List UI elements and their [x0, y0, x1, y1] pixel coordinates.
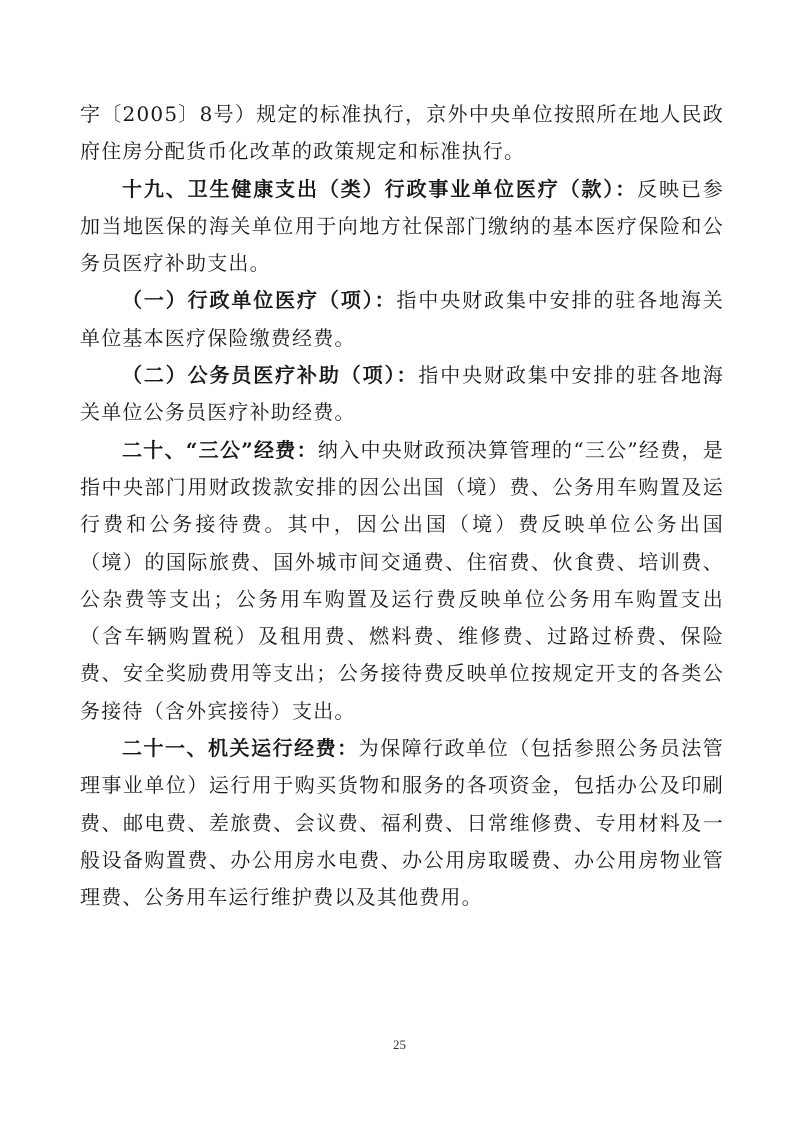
paragraph-body: 纳入中央财政预决算管理的“三公”经费，是指中央部门用财政拨款安排的因公出国（境）费、公务用车购置及运行费和公务接待费。其中，因公出国（境）费反映单位公务出国（境）的国际旅费、国外城市间交通费、住宿费、伙食费、培训费、公杂费等支出；公务用车购置及运行费反映单位公务用车购置支出（含车辆购置税）及租用费、燃料费、维修费、过路过桥费、保险费、安全奖励费用等支出；公务接待费反映单位按规定开支的各类公务接待（含外宾接待）支出。: [80, 437, 724, 723]
page-number: 25: [393, 1037, 406, 1052]
paragraph-three-public-expenses: [80, 432, 724, 730]
paragraph-heading: （二）公务员医疗补助（项）：: [122, 363, 419, 388]
paragraph-body: 反映已参加当地医保的海关单位用于向地方社保部门缴纳的基本医疗保险和公务员医疗补助支出。: [80, 176, 724, 276]
document-body: [80, 96, 724, 917]
paragraph-heading: （一）行政单位医疗（项）：: [122, 288, 397, 313]
paragraph-heading: 二十一、机关运行经费：: [122, 736, 359, 761]
paragraph-heading: 二十、“三公”经费：: [122, 437, 318, 462]
paragraph-body: 指中央财政集中安排的驻各地海关单位公务员医疗补助经费。: [80, 363, 724, 425]
paragraph-body: 指中央财政集中安排的驻各地海关单位基本医疗保险缴费经费。: [80, 288, 725, 350]
paragraph-body: 为保障行政单位（包括参照公务员法管理事业单位）运行用于购买货物和服务的各项资金，包括办公及印刷费、邮电费、差旅费、会议费、福利费、日常维修费、专用材料及一般设备购置费、办公用房水电费、办公用房取暖费、办公用房物业管理费、公务用车运行维护费以及其他费用。: [80, 736, 724, 910]
paragraph-heading: 十九、卫生健康支出（类）行政事业单位医疗（款）：: [122, 176, 638, 201]
paragraph-admin-medical: [80, 282, 724, 357]
paragraph-body: 字〔2005〕8号）规定的标准执行，京外中央单位按照所在地人民政府住房分配货币化改革的政策规定和标准执行。: [80, 102, 724, 164]
paragraph-civil-servant-medical: [80, 357, 724, 432]
paragraph-operating-expenses: [80, 730, 724, 916]
paragraph-continuation: [80, 96, 724, 171]
paragraph-health-expenditure: [80, 171, 724, 283]
